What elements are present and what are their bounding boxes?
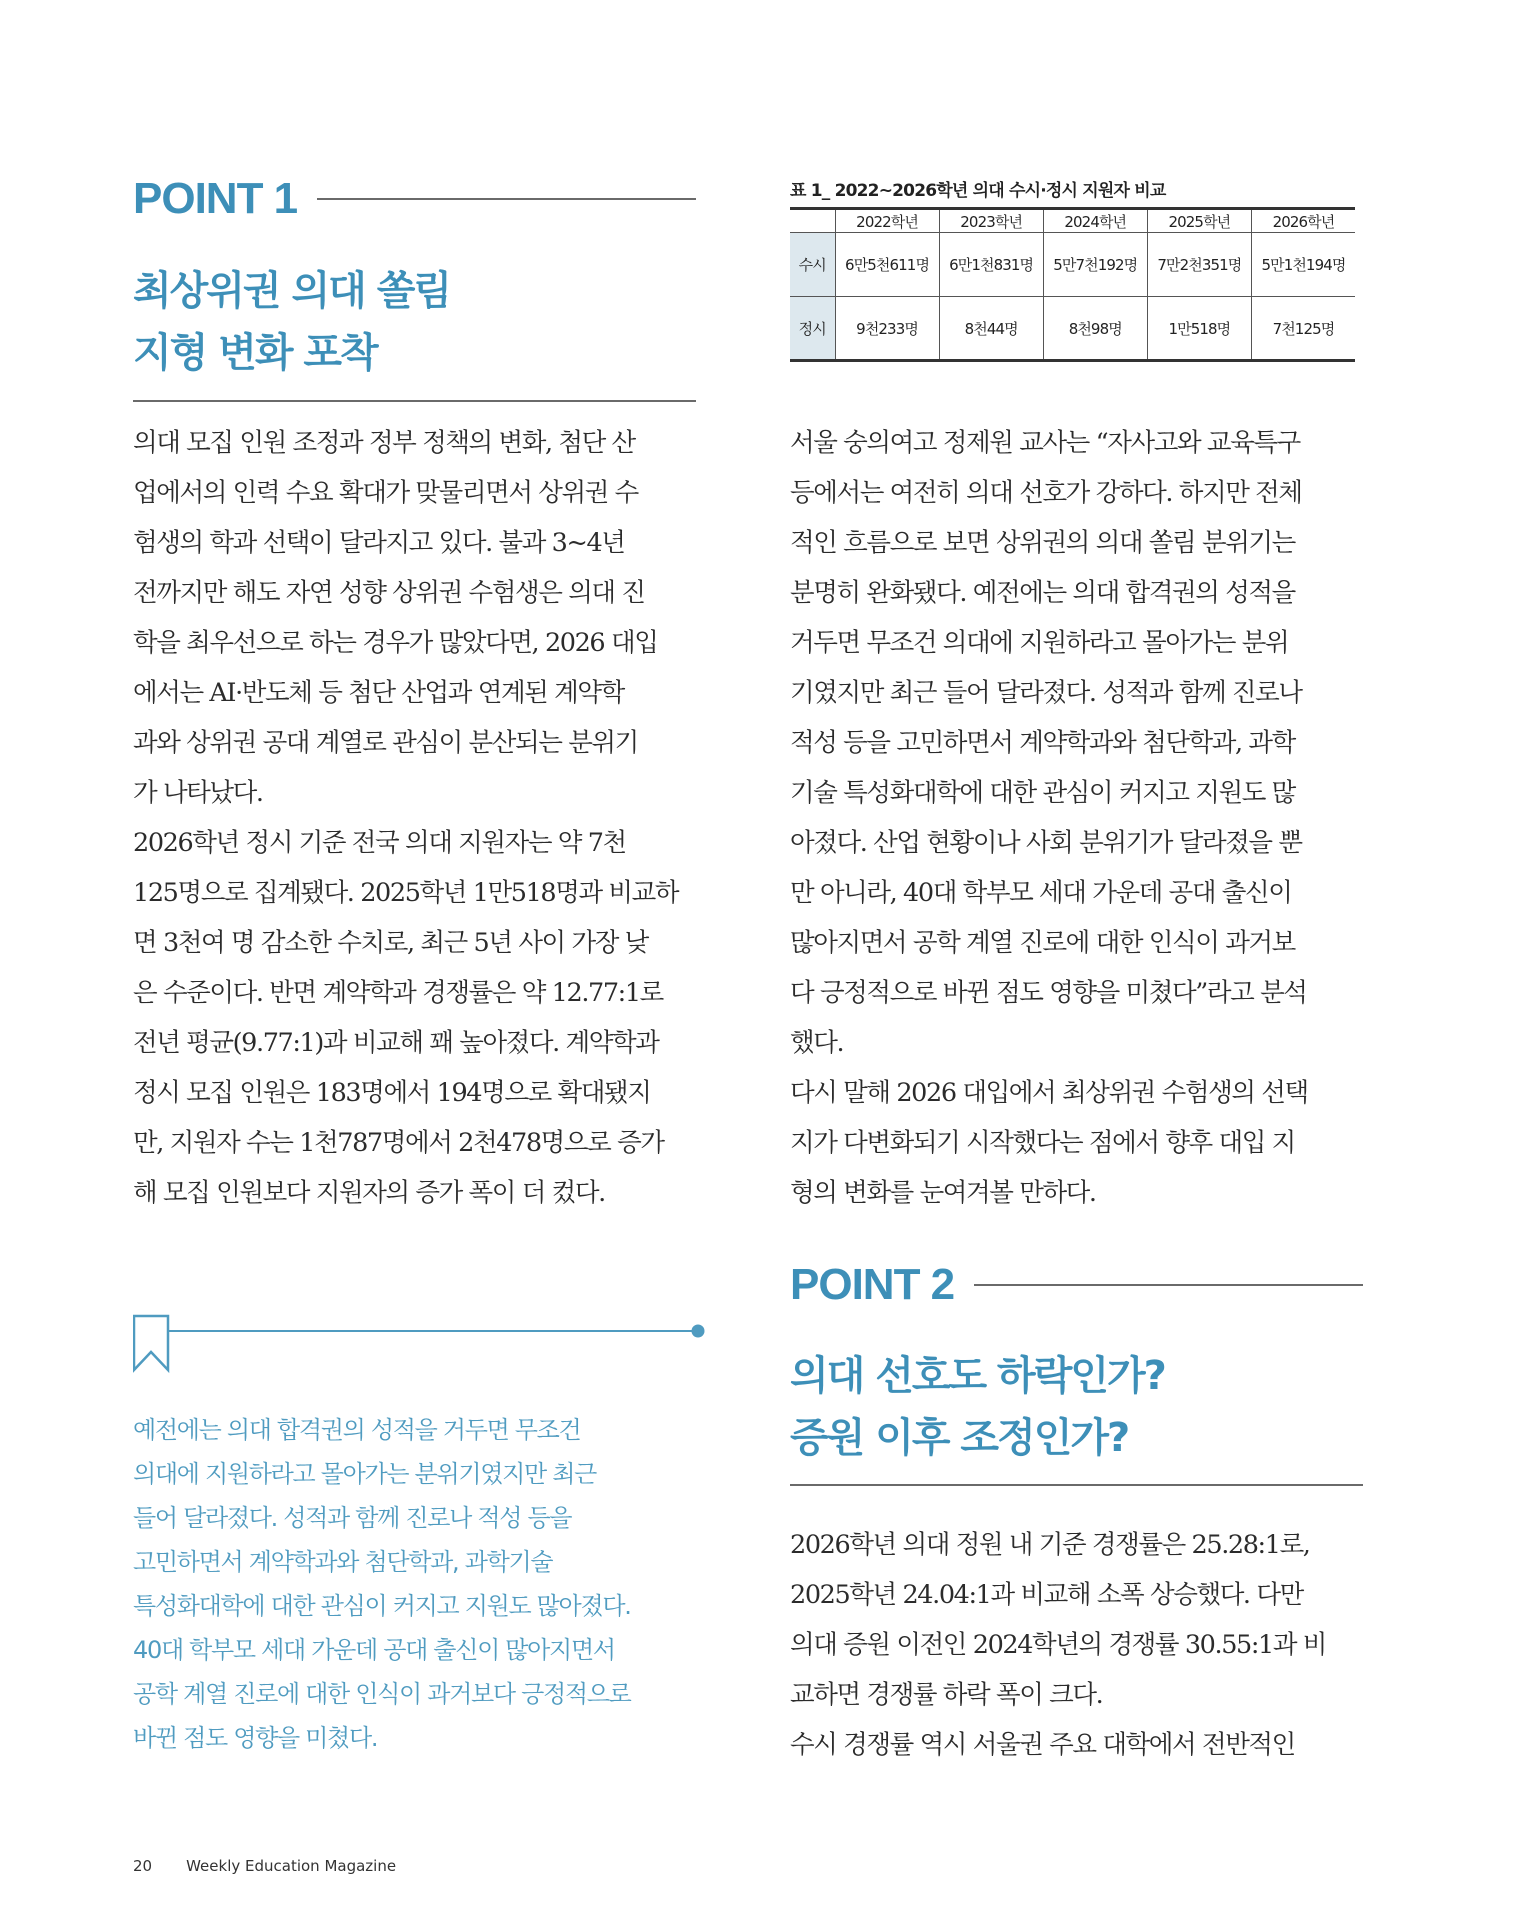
- body-line: 수시 경쟁률 역시 서울권 주요 대학에서 전반적인: [790, 1730, 1295, 1760]
- table-row: [790, 233, 1355, 297]
- body-line: 지가 다변화되기 시작했다는 점에서 향후 대입 지: [790, 1128, 1295, 1158]
- page-footer: [133, 1857, 430, 1875]
- table-header-row: [790, 209, 1355, 233]
- point1-body: [133, 418, 678, 1218]
- point1-title-line: 최상위권 의대 쏠림: [133, 268, 450, 314]
- body-line: 업에서의 인력 수요 확대가 맞물리면서 상위권 수: [133, 478, 638, 508]
- table-header-cell: 2025학년: [1147, 209, 1251, 233]
- table-cell: 1만518명: [1147, 297, 1251, 361]
- right-column-body: [790, 418, 1308, 1218]
- point1-header: [133, 174, 696, 224]
- body-line: 전까지만 해도 자연 성향 상위권 수험생은 의대 진: [133, 578, 645, 608]
- quote-line: 40대 학부모 세대 가운데 공대 출신이 많아지면서: [133, 1636, 615, 1664]
- body-line: 등에서는 여전히 의대 선호가 강하다. 하지만 전체: [790, 478, 1302, 508]
- table-row: [790, 297, 1355, 361]
- body-line: 2025학년 24.04:1과 비교해 소폭 상승했다. 다만: [790, 1580, 1303, 1610]
- table-cell: 6만1천831명: [939, 233, 1043, 297]
- body-line: 의대 증원 이전인 2024학년의 경쟁률 30.55:1과 비: [790, 1630, 1327, 1660]
- body-line: 다시 말해 2026 대입에서 최상위권 수험생의 선택: [790, 1078, 1308, 1108]
- table-cell: 8천44명: [939, 297, 1043, 361]
- body-line: 은 수준이다. 반면 계약학과 경쟁률은 약 12.77:1로: [133, 978, 663, 1008]
- body-line: 2026학년 의대 정원 내 기준 경쟁률은 25.28:1로,: [790, 1530, 1310, 1560]
- point2-title: [790, 1345, 1165, 1469]
- point2-header: [790, 1260, 1363, 1310]
- table-cell: 8천98명: [1043, 297, 1147, 361]
- body-line: 교하면 경쟁률 하락 폭이 크다.: [790, 1680, 1103, 1710]
- applicants-table: [790, 207, 1355, 362]
- body-line: 했다.: [790, 1028, 844, 1058]
- quote-line: 바뀐 점도 영향을 미쳤다.: [133, 1724, 378, 1752]
- body-line: 적인 흐름으로 보면 상위권의 의대 쏠림 분위기는: [790, 528, 1295, 558]
- body-line: 기였지만 최근 들어 달라졌다. 성적과 함께 진로나: [790, 678, 1302, 708]
- table-cell: 7천125명: [1251, 297, 1355, 361]
- body-line: 에서는 AI·반도체 등 첨단 산업과 연계된 계약학: [133, 678, 624, 708]
- body-line: 험생의 학과 선택이 달라지고 있다. 불과 3~4년: [133, 528, 625, 558]
- body-line: 적성 등을 고민하면서 계약학과와 첨단학과, 과학: [790, 728, 1295, 758]
- body-line: 정시 모집 인원은 183명에서 194명으로 확대됐지: [133, 1078, 651, 1108]
- body-line: 분명히 완화됐다. 예전에는 의대 합격권의 성적을: [790, 578, 1295, 608]
- body-line: 많아지면서 공학 계열 진로에 대한 인식이 과거보: [790, 928, 1295, 958]
- body-line: 만, 지원자 수는 1천787명에서 2천478명으로 증가: [133, 1128, 664, 1158]
- quote-line: 들어 달라졌다. 성적과 함께 진로나 적성 등을: [133, 1504, 572, 1532]
- point2-title-line: 증원 이후 조정인가?: [790, 1415, 1129, 1461]
- table-cell: 6만5천611명: [835, 233, 939, 297]
- point2-title-rule: [790, 1484, 1363, 1486]
- body-line: 가 나타났다.: [133, 778, 263, 808]
- body-line: 의대 모집 인원 조정과 정부 정책의 변화, 첨단 산: [133, 428, 635, 458]
- body-line: 기술 특성화대학에 대한 관심이 커지고 지원도 많: [790, 778, 1295, 808]
- page-number: 20: [133, 1857, 153, 1875]
- pull-quote: [133, 1408, 631, 1760]
- point2-title-line: 의대 선호도 하락인가?: [790, 1353, 1165, 1399]
- table-header-cell: 2023학년: [939, 209, 1043, 233]
- table-header-cell: 2022학년: [835, 209, 939, 233]
- table-corner-cell: [790, 209, 835, 233]
- point2-label: POINT 2: [790, 1260, 955, 1309]
- bookmark-icon: [133, 1314, 711, 1374]
- table-cell: 5만7천192명: [1043, 233, 1147, 297]
- body-line: 전년 평균(9.77:1)과 비교해 꽤 높아졌다. 계약학과: [133, 1028, 659, 1058]
- table-cell: 5만1천194명: [1251, 233, 1355, 297]
- body-line: 학을 최우선으로 하는 경우가 많았다면, 2026 대입: [133, 628, 658, 658]
- body-line: 면 3천여 명 감소한 수치로, 최근 5년 사이 가장 낮: [133, 928, 648, 958]
- body-line: 거두면 무조건 의대에 지원하라고 몰아가는 분위: [790, 628, 1289, 658]
- point1-label: POINT 1: [133, 174, 298, 223]
- body-line: 과와 상위권 공대 계열로 관심이 분산되는 분위기: [133, 728, 638, 758]
- table-cell: 7만2천351명: [1147, 233, 1251, 297]
- quote-line: 고민하면서 계약학과와 첨단학과, 과학기술: [133, 1548, 553, 1576]
- table-row-label: 정시: [790, 297, 835, 361]
- table-row-label: 수시: [790, 233, 835, 297]
- quote-line: 예전에는 의대 합격권의 성적을 거두면 무조건: [133, 1416, 581, 1444]
- magazine-name: Weekly Education Magazine: [186, 1857, 397, 1875]
- point1-title-line: 지형 변화 포착: [133, 330, 377, 376]
- quote-line: 의대에 지원하라고 몰아가는 분위기였지만 최근: [133, 1460, 596, 1488]
- table-caption: 표 1_ 2022~2026학년 의대 수시·정시 지원자 비교: [790, 181, 1166, 201]
- body-line: 형의 변화를 눈여겨볼 만하다.: [790, 1178, 1096, 1208]
- quote-line: 특성화대학에 대한 관심이 커지고 지원도 많아졌다.: [133, 1592, 631, 1620]
- quote-line: 공학 계열 진로에 대한 인식이 과거보다 긍정적으로: [133, 1680, 631, 1708]
- body-line: 서울 숭의여고 정제원 교사는 “자사고와 교육특구: [790, 428, 1300, 458]
- table-header-cell: 2024학년: [1043, 209, 1147, 233]
- body-line: 해 모집 인원보다 지원자의 증가 폭이 더 컸다.: [133, 1178, 605, 1208]
- point2-divider: [974, 1284, 1363, 1286]
- point1-divider: [317, 198, 696, 200]
- body-line: 2026학년 정시 기준 전국 의대 지원자는 약 7천: [133, 828, 626, 858]
- body-line: 다 긍정적으로 바뀐 점도 영향을 미쳤다”라고 분석: [790, 978, 1307, 1008]
- point1-title: [133, 260, 450, 384]
- point1-title-rule: [133, 400, 696, 402]
- point2-body: [790, 1520, 1326, 1770]
- table-cell: 9천233명: [835, 297, 939, 361]
- table-header-cell: 2026학년: [1251, 209, 1355, 233]
- body-line: 만 아니라, 40대 학부모 세대 가운데 공대 출신이: [790, 878, 1292, 908]
- body-line: 아졌다. 산업 현황이나 사회 분위기가 달라졌을 뿐: [790, 828, 1302, 858]
- pull-quote-decoration: [133, 1314, 711, 1374]
- body-line: 125명으로 집계됐다. 2025학년 1만518명과 비교하: [133, 878, 679, 908]
